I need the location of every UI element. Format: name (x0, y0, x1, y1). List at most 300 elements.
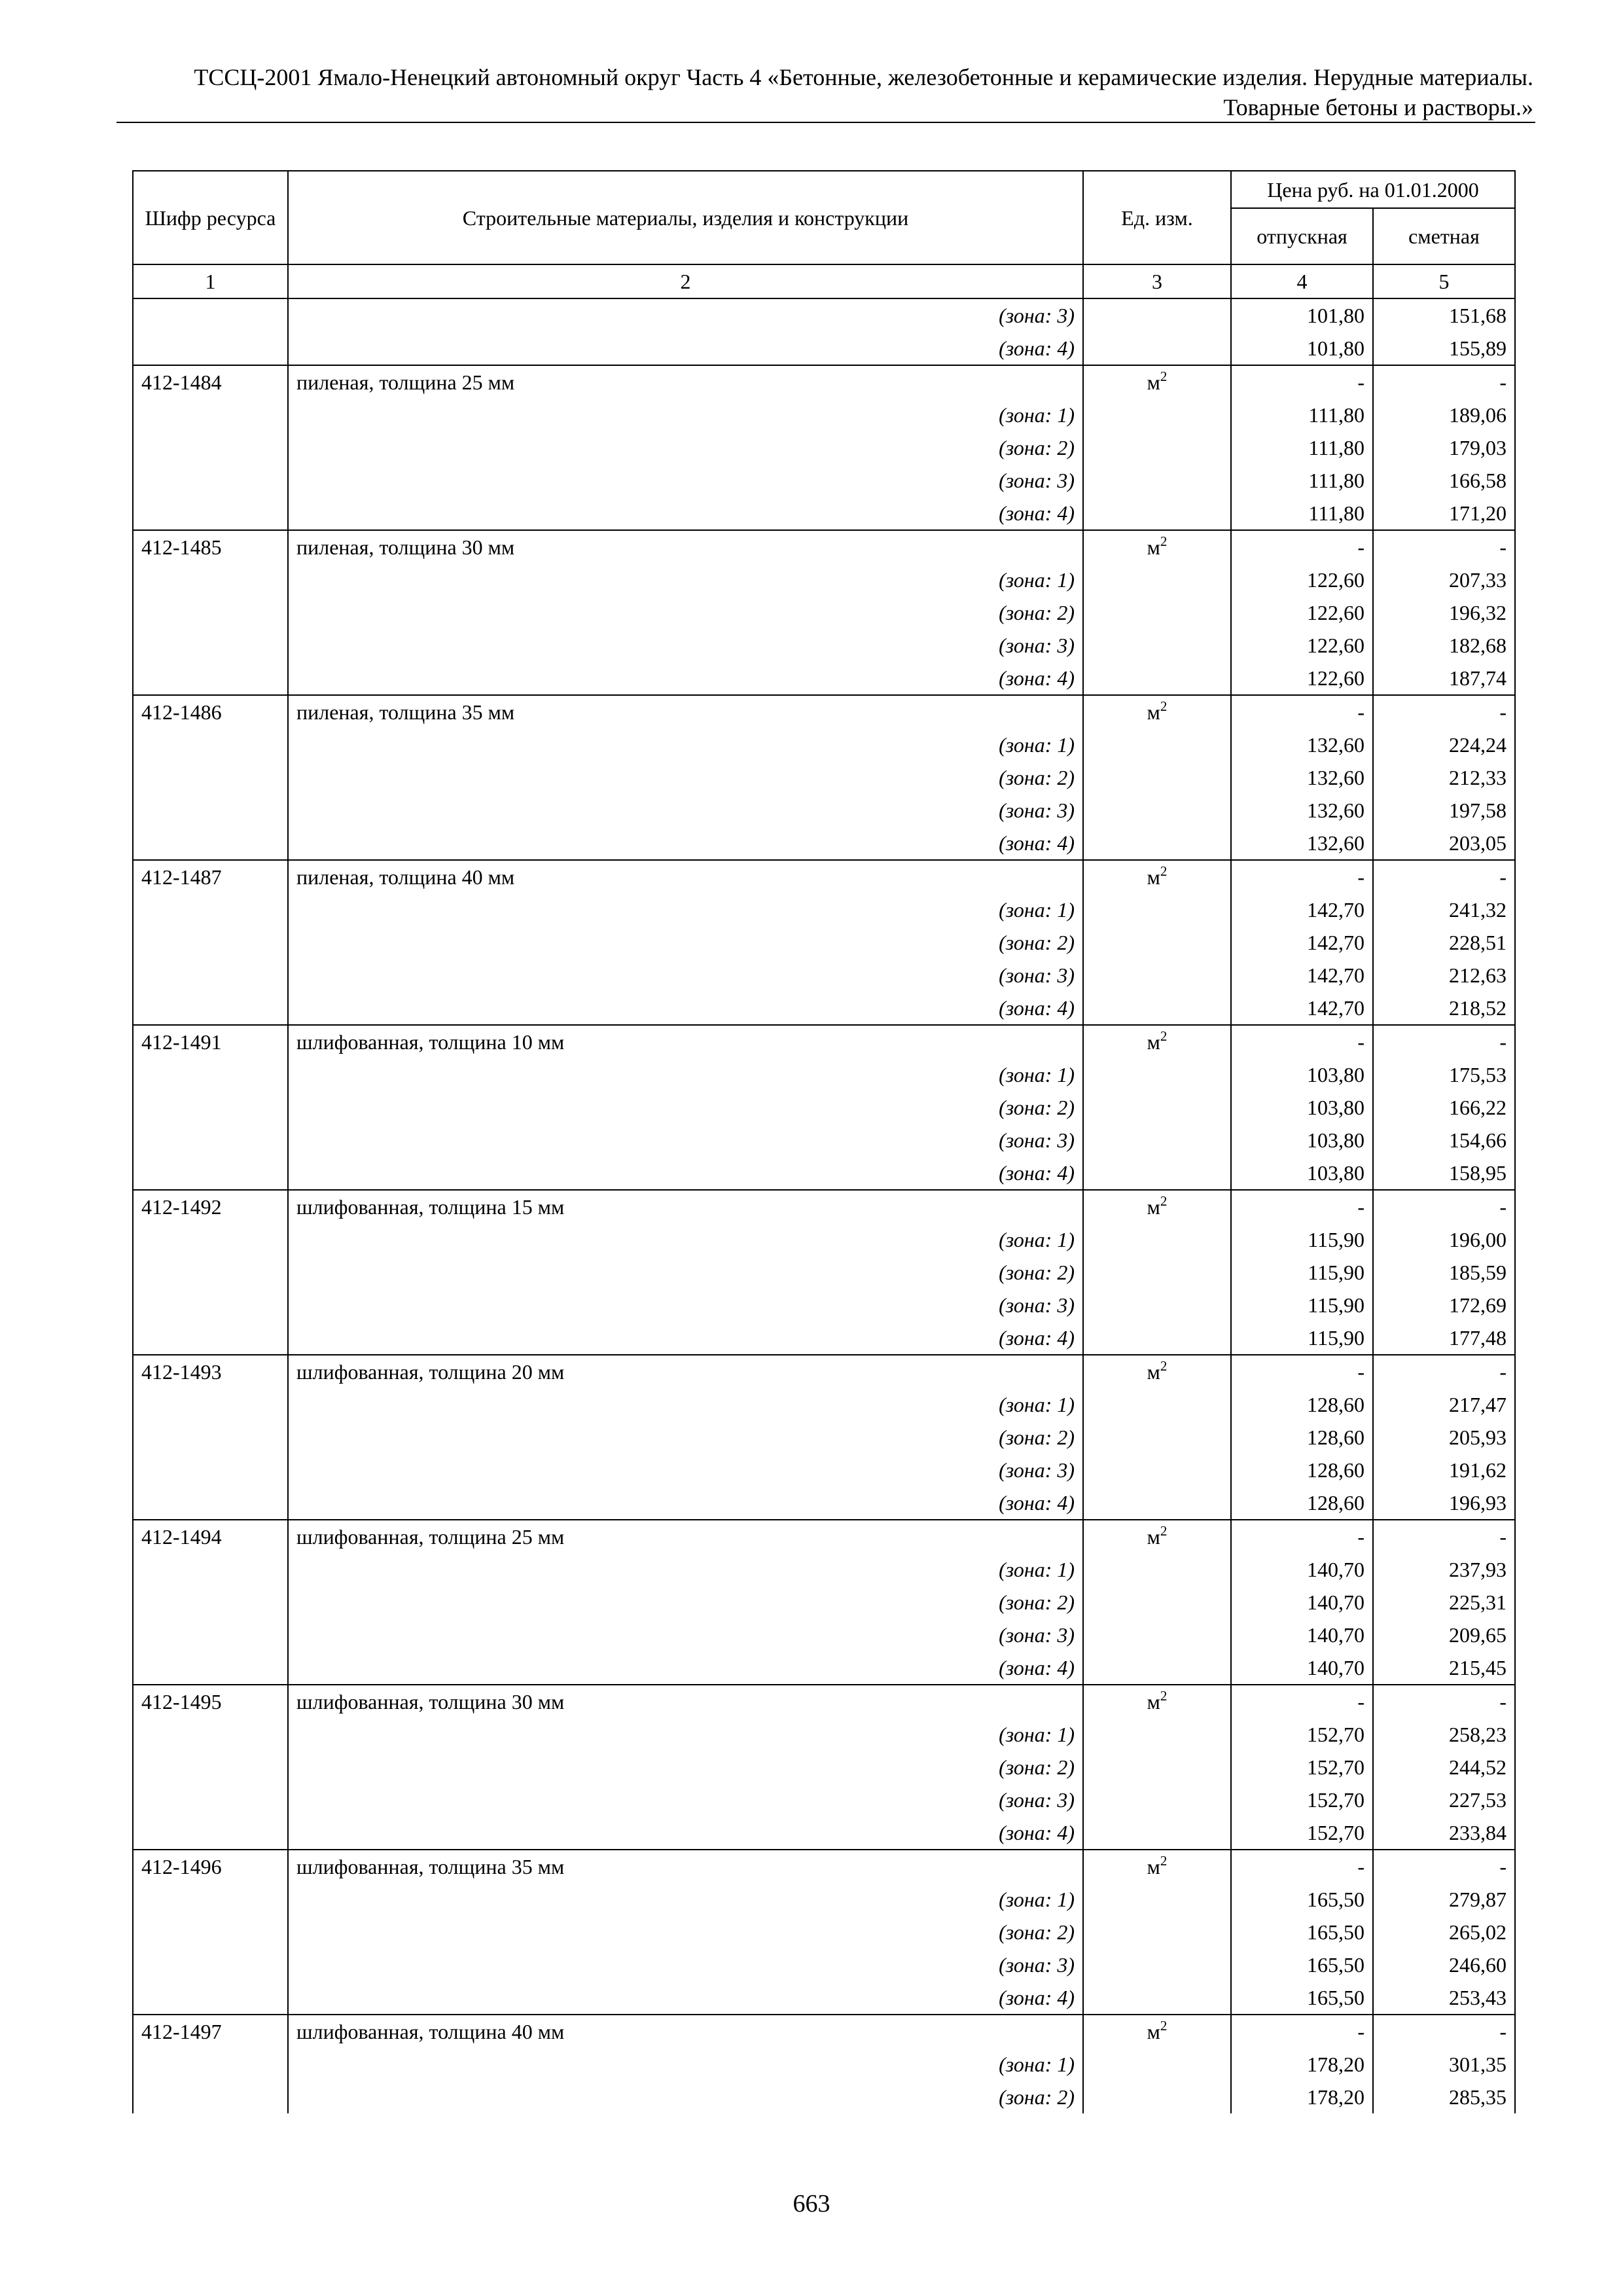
estimate-price: 218,52 (1373, 992, 1515, 1025)
table-row (133, 1223, 1515, 1256)
unit-cell (1083, 893, 1231, 926)
wholesale-price: 142,70 (1231, 893, 1373, 926)
estimate-price: 224,24 (1373, 728, 1515, 761)
unit-exponent: 2 (1160, 1358, 1168, 1374)
resource-code (133, 2048, 288, 2081)
resource-code (133, 1784, 288, 1816)
resource-code (133, 662, 288, 695)
wholesale-price: 103,80 (1231, 1091, 1373, 1124)
unit-cell (1083, 1157, 1231, 1190)
resource-code (133, 629, 288, 662)
resource-code (133, 893, 288, 926)
unit-cell (1083, 431, 1231, 464)
unit-cell (1083, 1454, 1231, 1486)
zone-label: (зона: 3) (288, 959, 1083, 992)
zone-label: (зона: 2) (288, 1091, 1083, 1124)
resource-code (133, 794, 288, 827)
unit-cell (1083, 2048, 1231, 2081)
unit-cell (1083, 564, 1231, 596)
resource-code (133, 2081, 288, 2113)
unit-cell (1083, 399, 1231, 431)
zone-label: (зона: 1) (288, 1058, 1083, 1091)
estimate-price: 179,03 (1373, 431, 1515, 464)
zone-label: (зона: 1) (288, 1553, 1083, 1586)
unit-label: м (1147, 865, 1160, 889)
resource-code (133, 1289, 288, 1321)
wholesale-price: 111,80 (1231, 431, 1373, 464)
estimate-price: 227,53 (1373, 1784, 1515, 1816)
estimate-price: - (1373, 530, 1515, 564)
table-row (133, 1157, 1515, 1190)
wholesale-price: - (1231, 1520, 1373, 1553)
header-unit: Ед. изм. (1083, 171, 1231, 264)
unit-cell (1083, 332, 1231, 365)
unit-cell (1083, 1816, 1231, 1850)
column-number: 5 (1373, 264, 1515, 298)
resource-code (133, 1454, 288, 1486)
unit-exponent: 2 (1160, 1853, 1168, 1869)
unit-cell (1083, 1619, 1231, 1651)
table-row (133, 926, 1515, 959)
table-row (133, 1850, 1515, 1883)
wholesale-price: 132,60 (1231, 761, 1373, 794)
wholesale-price: - (1231, 2015, 1373, 2048)
wholesale-price: 115,90 (1231, 1289, 1373, 1321)
estimate-price: 196,00 (1373, 1223, 1515, 1256)
material-name: пиленая, толщина 40 мм (288, 860, 1083, 893)
resource-code (133, 1916, 288, 1948)
wholesale-price: 140,70 (1231, 1651, 1373, 1685)
table-row (133, 1355, 1515, 1388)
unit-cell (1083, 1355, 1231, 1388)
zone-label: (зона: 4) (288, 827, 1083, 860)
resource-code (133, 1751, 288, 1784)
estimate-price: 233,84 (1373, 1816, 1515, 1850)
header-price-group: Цена руб. на 01.01.2000 (1231, 171, 1515, 208)
wholesale-price: 122,60 (1231, 629, 1373, 662)
zone-label: (зона: 4) (288, 1816, 1083, 1850)
table-row (133, 1553, 1515, 1586)
wholesale-price: 115,90 (1231, 1223, 1373, 1256)
estimate-price: 244,52 (1373, 1751, 1515, 1784)
unit-cell (1083, 1091, 1231, 1124)
wholesale-price: 165,50 (1231, 1948, 1373, 1981)
zone-label: (зона: 3) (288, 1948, 1083, 1981)
estimate-price: 172,69 (1373, 1289, 1515, 1321)
estimate-price: 189,06 (1373, 399, 1515, 431)
wholesale-price: 132,60 (1231, 794, 1373, 827)
resource-code (133, 1157, 288, 1190)
table-row (133, 695, 1515, 728)
estimate-price: 205,93 (1373, 1421, 1515, 1454)
estimate-price: 209,65 (1373, 1619, 1515, 1651)
zone-label: (зона: 3) (288, 1454, 1083, 1486)
estimate-price: 258,23 (1373, 1718, 1515, 1751)
estimate-price: - (1373, 695, 1515, 728)
table-row (133, 530, 1515, 564)
wholesale-price: 122,60 (1231, 662, 1373, 695)
wholesale-price: 152,70 (1231, 1784, 1373, 1816)
resource-code (133, 1948, 288, 1981)
resource-code (133, 1388, 288, 1421)
wholesale-price: - (1231, 1685, 1373, 1718)
unit-label: м (1147, 1855, 1160, 1878)
column-number: 3 (1083, 264, 1231, 298)
material-name: шлифованная, толщина 30 мм (288, 1685, 1083, 1718)
wholesale-price: 101,80 (1231, 332, 1373, 365)
table-row (133, 1058, 1515, 1091)
resource-code: 412-1493 (133, 1355, 288, 1388)
unit-cell (1083, 695, 1231, 728)
unit-exponent: 2 (1160, 1193, 1168, 1209)
unit-cell (1083, 794, 1231, 827)
resource-code (133, 431, 288, 464)
zone-label: (зона: 1) (288, 564, 1083, 596)
zone-label: (зона: 2) (288, 596, 1083, 629)
table-body (133, 264, 1515, 2113)
table-row (133, 1025, 1515, 1058)
wholesale-price: 132,60 (1231, 728, 1373, 761)
estimate-price: 197,58 (1373, 794, 1515, 827)
zone-label: (зона: 1) (288, 1388, 1083, 1421)
zone-label: (зона: 3) (288, 629, 1083, 662)
unit-cell (1083, 1981, 1231, 2015)
column-number: 2 (288, 264, 1083, 298)
zone-label: (зона: 2) (288, 2081, 1083, 2113)
resource-code (133, 827, 288, 860)
table-row (133, 365, 1515, 399)
unit-exponent: 2 (1160, 368, 1168, 384)
estimate-price: 253,43 (1373, 1981, 1515, 2015)
unit-label: м (1147, 1525, 1160, 1549)
zone-label: (зона: 1) (288, 399, 1083, 431)
estimate-price: 158,95 (1373, 1157, 1515, 1190)
table-row (133, 596, 1515, 629)
resource-code (133, 992, 288, 1025)
zone-label: (зона: 1) (288, 893, 1083, 926)
estimate-price: - (1373, 2015, 1515, 2048)
wholesale-price: - (1231, 530, 1373, 564)
zone-label: (зона: 4) (288, 1486, 1083, 1520)
wholesale-price: - (1231, 1850, 1373, 1883)
resource-code: 412-1491 (133, 1025, 288, 1058)
table-row (133, 1685, 1515, 1718)
document-header (118, 62, 1533, 122)
unit-cell (1083, 1586, 1231, 1619)
unit-cell (1083, 1256, 1231, 1289)
wholesale-price: 152,70 (1231, 1751, 1373, 1784)
resource-code (133, 1651, 288, 1685)
price-table (132, 170, 1516, 2113)
header-wholesale: отпускная (1231, 208, 1373, 264)
zone-label: (зона: 1) (288, 1718, 1083, 1751)
table-row (133, 497, 1515, 530)
resource-code: 412-1487 (133, 860, 288, 893)
column-number: 4 (1231, 264, 1373, 298)
zone-label: (зона: 3) (288, 1289, 1083, 1321)
table-row (133, 464, 1515, 497)
estimate-price: - (1373, 1685, 1515, 1718)
estimate-price: - (1373, 1355, 1515, 1388)
wholesale-price: 128,60 (1231, 1454, 1373, 1486)
unit-cell (1083, 1058, 1231, 1091)
table-row (133, 1289, 1515, 1321)
wholesale-price: 165,50 (1231, 1916, 1373, 1948)
wholesale-price: 178,20 (1231, 2081, 1373, 2113)
resource-code (133, 497, 288, 530)
zone-label: (зона: 3) (288, 1784, 1083, 1816)
resource-code: 412-1497 (133, 2015, 288, 2048)
table-row (133, 1948, 1515, 1981)
material-name: пиленая, толщина 35 мм (288, 695, 1083, 728)
resource-code (133, 564, 288, 596)
wholesale-price: - (1231, 1190, 1373, 1223)
table-row (133, 1256, 1515, 1289)
unit-cell (1083, 1553, 1231, 1586)
resource-code (133, 761, 288, 794)
unit-cell (1083, 662, 1231, 695)
resource-code: 412-1496 (133, 1850, 288, 1883)
table-row (133, 1784, 1515, 1816)
table-row (133, 1586, 1515, 1619)
zone-label: (зона: 4) (288, 332, 1083, 365)
wholesale-price: 111,80 (1231, 464, 1373, 497)
header-estimate: сметная (1373, 208, 1515, 264)
estimate-price: - (1373, 1190, 1515, 1223)
table-row (133, 2015, 1515, 2048)
unit-cell (1083, 926, 1231, 959)
wholesale-price: 140,70 (1231, 1619, 1373, 1651)
unit-cell (1083, 298, 1231, 332)
unit-cell (1083, 1025, 1231, 1058)
resource-code (133, 1883, 288, 1916)
estimate-price: 285,35 (1373, 2081, 1515, 2113)
table-row (133, 1421, 1515, 1454)
unit-cell (1083, 497, 1231, 530)
wholesale-price: 132,60 (1231, 827, 1373, 860)
unit-cell (1083, 1289, 1231, 1321)
table-row (133, 298, 1515, 332)
unit-exponent: 2 (1160, 2018, 1168, 2034)
estimate-price: 241,32 (1373, 893, 1515, 926)
resource-code: 412-1484 (133, 365, 288, 399)
wholesale-price: 128,60 (1231, 1388, 1373, 1421)
resource-code: 412-1495 (133, 1685, 288, 1718)
header-rule (116, 122, 1535, 123)
unit-cell (1083, 365, 1231, 399)
wholesale-price: - (1231, 1355, 1373, 1388)
wholesale-price: 111,80 (1231, 399, 1373, 431)
table-row (133, 1321, 1515, 1355)
resource-code (133, 1124, 288, 1157)
estimate-price: 215,45 (1373, 1651, 1515, 1685)
header-line-2: Товарные бетоны и растворы.» (1223, 94, 1533, 120)
zone-label: (зона: 3) (288, 1124, 1083, 1157)
unit-cell (1083, 1883, 1231, 1916)
resource-code (133, 1091, 288, 1124)
material-name: шлифованная, толщина 20 мм (288, 1355, 1083, 1388)
unit-cell (1083, 1751, 1231, 1784)
zone-label: (зона: 4) (288, 662, 1083, 695)
table-row (133, 1124, 1515, 1157)
unit-cell (1083, 1784, 1231, 1816)
unit-label: м (1147, 370, 1160, 394)
unit-cell (1083, 1916, 1231, 1948)
estimate-price: 166,58 (1373, 464, 1515, 497)
column-number: 1 (133, 264, 288, 298)
table-row (133, 2081, 1515, 2113)
table-row (133, 1751, 1515, 1784)
resource-code (133, 1421, 288, 1454)
resource-code (133, 298, 288, 332)
unit-cell (1083, 1718, 1231, 1751)
resource-code: 412-1492 (133, 1190, 288, 1223)
wholesale-price: 178,20 (1231, 2048, 1373, 2081)
estimate-price: 207,33 (1373, 564, 1515, 596)
wholesale-price: 152,70 (1231, 1718, 1373, 1751)
table-row (133, 332, 1515, 365)
material-name: шлифованная, толщина 25 мм (288, 1520, 1083, 1553)
zone-label: (зона: 1) (288, 728, 1083, 761)
unit-cell (1083, 2081, 1231, 2113)
wholesale-price: 142,70 (1231, 959, 1373, 992)
header-line-1: ТССЦ-2001 Ямало-Ненецкий автономный округ Часть 4 «Бетонные, железобетонные и керамические изделия. Нерудные материалы. (194, 64, 1533, 90)
unit-cell (1083, 827, 1231, 860)
estimate-price: 279,87 (1373, 1883, 1515, 1916)
unit-exponent: 2 (1160, 533, 1168, 549)
header-name: Строительные материалы, изделия и конструкции (288, 171, 1083, 264)
estimate-price: 155,89 (1373, 332, 1515, 365)
estimate-price: 212,63 (1373, 959, 1515, 992)
table-row (133, 564, 1515, 596)
resource-code (133, 1816, 288, 1850)
zone-label: (зона: 2) (288, 431, 1083, 464)
resource-code: 412-1485 (133, 530, 288, 564)
estimate-price: 171,20 (1373, 497, 1515, 530)
wholesale-price: 115,90 (1231, 1256, 1373, 1289)
estimate-price: 203,05 (1373, 827, 1515, 860)
table-row (133, 959, 1515, 992)
zone-label: (зона: 4) (288, 1981, 1083, 2015)
zone-label: (зона: 2) (288, 1256, 1083, 1289)
zone-label: (зона: 1) (288, 1223, 1083, 1256)
material-name: шлифованная, толщина 10 мм (288, 1025, 1083, 1058)
table-row (133, 1718, 1515, 1751)
zone-label: (зона: 1) (288, 2048, 1083, 2081)
unit-exponent: 2 (1160, 698, 1168, 714)
wholesale-price: 115,90 (1231, 1321, 1373, 1355)
wholesale-price: 142,70 (1231, 926, 1373, 959)
unit-label: м (1147, 535, 1160, 559)
resource-code (133, 596, 288, 629)
wholesale-price: 142,70 (1231, 992, 1373, 1025)
unit-cell (1083, 1850, 1231, 1883)
unit-cell (1083, 1486, 1231, 1520)
unit-cell (1083, 1520, 1231, 1553)
wholesale-price: 111,80 (1231, 497, 1373, 530)
estimate-price: 182,68 (1373, 629, 1515, 662)
unit-cell (1083, 959, 1231, 992)
table-row (133, 431, 1515, 464)
table-row (133, 1651, 1515, 1685)
zone-label: (зона: 2) (288, 1751, 1083, 1784)
zone-label: (зона: 2) (288, 926, 1083, 959)
wholesale-price: 140,70 (1231, 1586, 1373, 1619)
wholesale-price: - (1231, 1025, 1373, 1058)
zone-label: (зона: 4) (288, 1157, 1083, 1190)
unit-cell (1083, 1223, 1231, 1256)
table-row (133, 992, 1515, 1025)
zone-label: (зона: 4) (288, 497, 1083, 530)
resource-code: 412-1486 (133, 695, 288, 728)
estimate-price: 196,32 (1373, 596, 1515, 629)
table-row (133, 860, 1515, 893)
wholesale-price: 128,60 (1231, 1421, 1373, 1454)
material-name: пиленая, толщина 25 мм (288, 365, 1083, 399)
zone-label: (зона: 3) (288, 464, 1083, 497)
zone-label: (зона: 2) (288, 1586, 1083, 1619)
table-row (133, 1816, 1515, 1850)
unit-label: м (1147, 700, 1160, 724)
estimate-price: 151,68 (1373, 298, 1515, 332)
zone-label: (зона: 3) (288, 298, 1083, 332)
resource-code (133, 464, 288, 497)
zone-label: (зона: 4) (288, 992, 1083, 1025)
estimate-price: - (1373, 1850, 1515, 1883)
table-row (133, 399, 1515, 431)
material-name: пиленая, толщина 30 мм (288, 530, 1083, 564)
resource-code (133, 1981, 288, 2015)
estimate-price: 187,74 (1373, 662, 1515, 695)
unit-cell (1083, 1685, 1231, 1718)
wholesale-price: - (1231, 365, 1373, 399)
estimate-price: 237,93 (1373, 1553, 1515, 1586)
unit-cell (1083, 1190, 1231, 1223)
resource-code (133, 332, 288, 365)
wholesale-price: 103,80 (1231, 1058, 1373, 1091)
estimate-price: 191,62 (1373, 1454, 1515, 1486)
unit-cell (1083, 860, 1231, 893)
table-row (133, 629, 1515, 662)
table-row (133, 1916, 1515, 1948)
wholesale-price: 103,80 (1231, 1124, 1373, 1157)
resource-code: 412-1494 (133, 1520, 288, 1553)
resource-code (133, 728, 288, 761)
unit-exponent: 2 (1160, 1688, 1168, 1704)
unit-label: м (1147, 1360, 1160, 1384)
table-row (133, 794, 1515, 827)
zone-label: (зона: 1) (288, 1883, 1083, 1916)
zone-label: (зона: 4) (288, 1651, 1083, 1685)
table-row (133, 827, 1515, 860)
estimate-price: 217,47 (1373, 1388, 1515, 1421)
material-name: шлифованная, толщина 40 мм (288, 2015, 1083, 2048)
resource-code (133, 926, 288, 959)
resource-code (133, 1321, 288, 1355)
estimate-price: 166,22 (1373, 1091, 1515, 1124)
unit-cell (1083, 1651, 1231, 1685)
table-row (133, 1454, 1515, 1486)
table-row (133, 728, 1515, 761)
material-name: шлифованная, толщина 35 мм (288, 1850, 1083, 1883)
table-row (133, 893, 1515, 926)
estimate-price: - (1373, 860, 1515, 893)
zone-label: (зона: 2) (288, 1916, 1083, 1948)
zone-label: (зона: 3) (288, 794, 1083, 827)
resource-code (133, 1586, 288, 1619)
estimate-price: - (1373, 365, 1515, 399)
estimate-price: 212,33 (1373, 761, 1515, 794)
